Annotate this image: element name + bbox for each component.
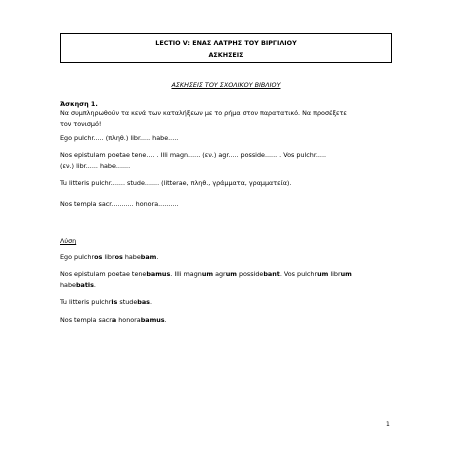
answer-2-ending: um (317, 270, 329, 278)
question-1: Ego pulchr..... (πληθ.) libr..... habe..... (60, 134, 179, 142)
answer-3-text: stude (117, 298, 138, 306)
answer-2-text: posside (236, 270, 264, 278)
section-title: ΑΣΚΗΣΕΙΣ ΤΟΥ ΣΧΟΛΙΚΟΥ ΒΙΒΛΙΟΥ (171, 81, 281, 89)
answer-2-text: . Vos pulchr (279, 270, 318, 278)
answer-2-text: . Illi magn (170, 270, 202, 278)
question-2-line2: (εν.) libr...... habe....... (60, 162, 131, 170)
answer-1-ending: bam (140, 253, 157, 261)
answer-2-ending: um (340, 270, 352, 278)
answer-2-text: agr (213, 270, 226, 278)
header-box (60, 33, 392, 63)
lesson-subtitle: ΑΣΚΗΣΕΙΣ (208, 51, 244, 59)
lesson-title: LECTIO V: ΕΝΑΣ ΛΑΤΡΗΣ ΤΟΥ ΒΙΡΓΙΛΙΟΥ (155, 39, 297, 47)
answer-1-text: habe (122, 253, 141, 261)
question-3: Tu litteris pulchr....... stude....... (litterae, πληθ., γράμματα, γραμματεία). (60, 179, 292, 187)
answer-1 (60, 252, 395, 263)
exercise-instruction-line1: Να συμπληρωθούν τα κενά των καταλήξεων με το ρήμα στον παρατατικό. Να προσέξετε (60, 109, 347, 117)
answer-2-ending: um (225, 270, 237, 278)
answer-1-text: . (156, 253, 159, 261)
answer-2-text: . (93, 281, 96, 289)
solution-heading: Λύση (60, 237, 77, 245)
answer-2-ending: bant (263, 270, 280, 278)
answer-3-ending: is (111, 298, 118, 306)
exercise-instruction-line2: τον τονισμό! (60, 120, 102, 128)
answer-3 (60, 297, 395, 308)
answer-1-text: libr (102, 253, 115, 261)
answer-4 (60, 315, 395, 326)
answer-2-line1 (60, 269, 395, 280)
answer-4-text: Nos templa sacr (60, 316, 112, 324)
answer-1-ending: os (114, 253, 123, 261)
answer-3-text: . (149, 298, 153, 306)
answer-2-line2 (60, 280, 395, 291)
answer-2-text: libr (328, 270, 341, 278)
answer-2-ending: um (201, 270, 214, 278)
page-number: 1 (386, 421, 390, 428)
question-4: Nos templa sacr........... honora.......... (60, 200, 179, 208)
exercise-heading: Άσκηση 1. (60, 100, 98, 108)
answer-2-text: habe (60, 281, 76, 289)
answer-2-text: Nos epistulam poetae tene (60, 270, 147, 278)
answer-4-ending: a (111, 316, 117, 324)
answer-4-text: . (164, 316, 167, 324)
answer-3-text: Tu litteris pulchr (60, 298, 112, 306)
answer-1-text: Ego pulchr (60, 253, 95, 261)
answer-2-ending: batis (75, 281, 94, 289)
answer-1-ending: os (94, 253, 103, 261)
question-2-line1: Nos epistulam poetae tene.... . Illi magn...... (εν.) agr..... posside...... . Vos pulchr..... (60, 151, 327, 159)
answer-3-ending: bas (137, 298, 150, 306)
answer-4-ending: bamus (140, 316, 165, 324)
answer-4-text: honora (116, 316, 141, 324)
answer-2-ending: bamus (146, 270, 171, 278)
